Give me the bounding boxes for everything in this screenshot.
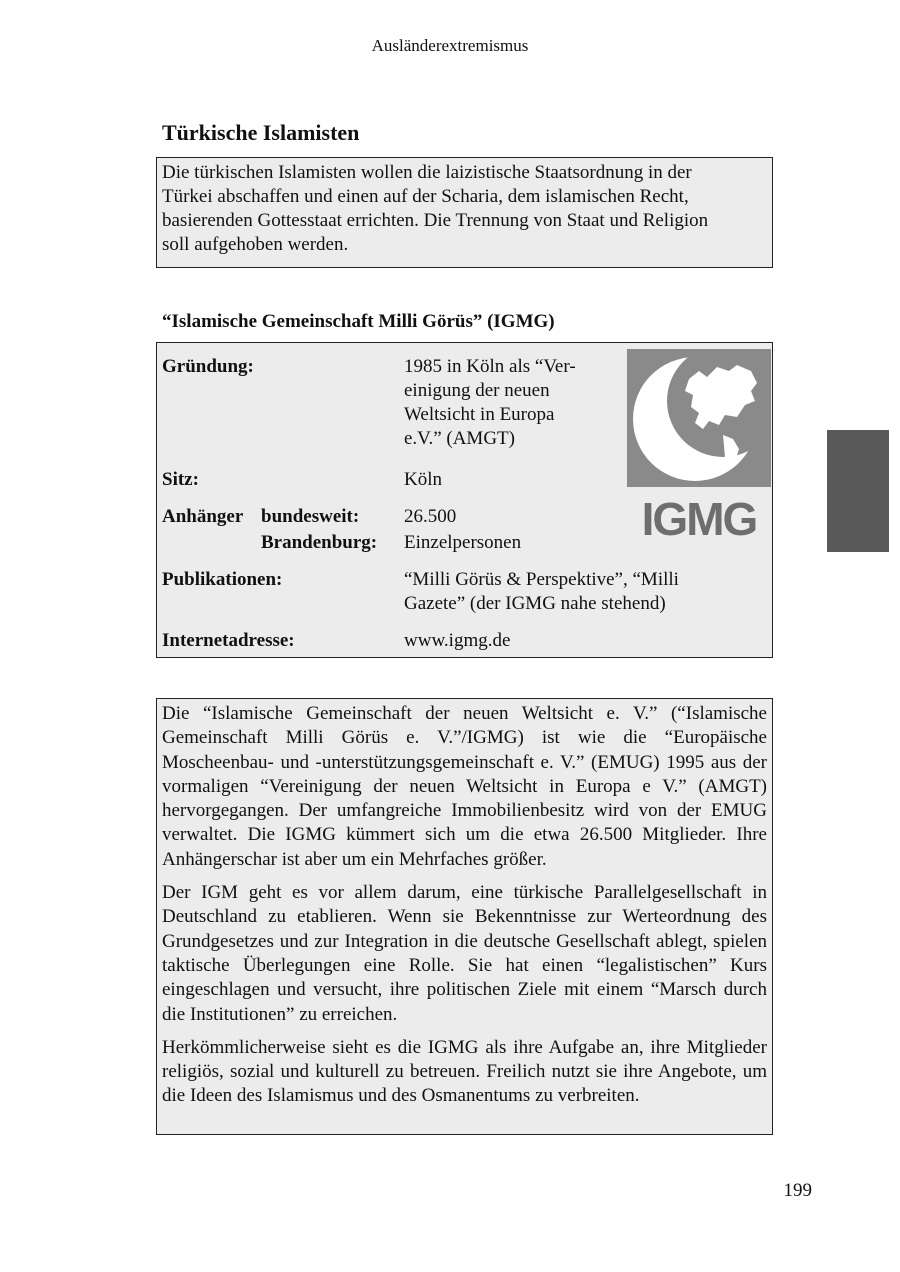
seat-value: Köln <box>404 469 442 490</box>
supporters-brandenburg-value: Einzelpersonen <box>404 532 522 553</box>
publications-value-line: Gazete” (der IGMG nahe stehend) <box>404 593 666 614</box>
seat-label: Sitz: <box>162 469 199 490</box>
publications-label: Publikationen: <box>162 569 283 590</box>
body-paragraph: Die “Islamische Gemeinschaft der neuen Weltsicht e. V.” (“Islamische Gemeinschaft Milli Görüs e. V.”/IGMG) ist wie die “Europäische Moscheenbau- und -unterstützungsgemeinschaft e. V.” (EMUG) 1995 aus der vormaligen “Vereinigung der neuen Weltsicht in Europa e V.” (AMGT) hervorgegangen. Der umfangreiche Immobilienbesitz wird von der EMUG verwaltet. Die IGMG kümmert sich um die etwa 26.500 Mitglieder. Ihre Anhängerschar ist aber um ein Mehrfaches größer. <box>162 703 767 870</box>
page-number: 199 <box>783 1180 812 1201</box>
summary-line: soll aufgehoben werden. <box>162 234 349 255</box>
summary-line: Türkei abschaffen und einen auf der Scharia, dem islamischen Recht, <box>162 186 689 207</box>
supporters-label: Anhänger <box>162 506 244 527</box>
body-paragraph: Herkömmlicherweise sieht es die IGMG als ihre Aufgabe an, ihre Mitglieder religiös, sozial und kulturell zu betreuen. Freilich nutzt sie ihre Angebote, um die Ideen des Islamismus und des Osmanentums zu verbreiten. <box>162 1036 767 1107</box>
body-paragraph: Der IGM geht es vor allem darum, eine türkische Parallelgesellschaft in Deutschland zu etablieren. Wenn sie Bekenntnisse zur Werteordnung des Grundgesetzes und zur Integration in die deutsche Gesellschaft ablegt, spielen taktische Überlegungen eine Rolle. Sie hat einen “legalistischen” Kurs eingeschlagen und versucht, ihre politischen Ziele mit einem “Marsch durch die Institutionen” zu erreichen. <box>162 882 767 1025</box>
publications-value <box>404 568 679 616</box>
supporters-national-label: bundesweit: <box>261 506 360 527</box>
supporters-brandenburg-label: Brandenburg: <box>261 532 378 553</box>
publications-value-line: “Milli Görüs & Perspektive”, “Milli <box>404 569 679 590</box>
internet-label: Internetadresse: <box>162 630 295 651</box>
supporters-national-value: 26.500 <box>404 506 457 527</box>
thumb-index-tab <box>827 430 889 552</box>
internet-value: www.igmg.de <box>404 630 511 651</box>
section-title: Türkische Islamisten <box>162 120 360 145</box>
igmg-logo-icon <box>627 349 771 541</box>
founding-value-line: e.V.” (AMGT) <box>404 428 515 449</box>
summary-line: Die türkischen Islamisten wollen die laizistische Staatsordnung in der <box>162 162 692 183</box>
body-text-box <box>156 698 773 1135</box>
founding-value-line: einigung der neuen <box>404 380 550 401</box>
organization-title: “Islamische Gemeinschaft Milli Görüs” (IGMG) <box>162 311 555 332</box>
founding-value-line: Weltsicht in Europa <box>404 404 555 425</box>
founding-value-line: 1985 in Köln als “Ver- <box>404 356 576 377</box>
founding-label: Gründung: <box>162 356 254 377</box>
founding-value <box>404 355 576 451</box>
fact-box <box>156 342 773 658</box>
running-header: Ausländerextremismus <box>371 36 529 55</box>
logo-text: IGMG <box>641 493 757 541</box>
summary-box <box>156 157 773 268</box>
summary-line: basierenden Gottesstaat errichten. Die Trennung von Staat und Religion <box>162 210 709 231</box>
